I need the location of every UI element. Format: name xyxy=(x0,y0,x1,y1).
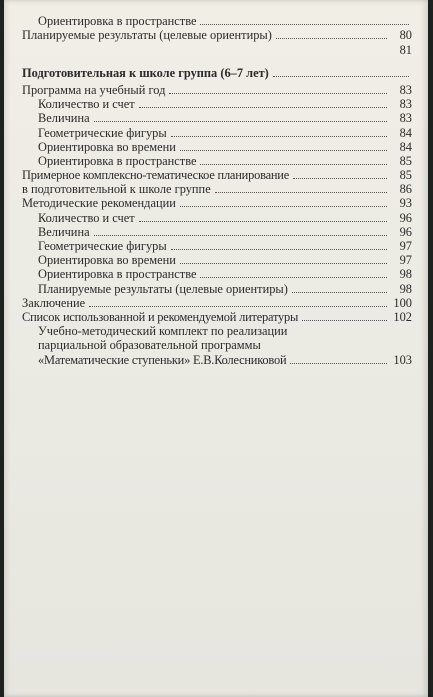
dot-leader xyxy=(171,136,387,137)
toc-entry-title: Количество и счет xyxy=(38,97,135,112)
toc-entry xyxy=(22,281,412,295)
toc-entry-title: Учебно-методический комплект по реализации xyxy=(38,324,288,339)
toc-entry-page: 93 xyxy=(399,196,412,211)
toc-entry xyxy=(22,168,412,182)
toc-entry xyxy=(22,111,412,125)
dot-leader xyxy=(293,178,387,179)
dot-leader xyxy=(180,263,387,264)
toc-entry xyxy=(22,14,412,28)
toc-entry-title: Методические рекомендации xyxy=(22,196,176,211)
toc-entry-page: 86 xyxy=(399,182,412,197)
toc-entry xyxy=(22,310,412,324)
toc-entry-page: 85 xyxy=(399,168,412,183)
toc-entry-title: Планируемые результаты (целевые ориентиры) xyxy=(22,28,272,43)
toc-entry-page: 97 xyxy=(399,253,412,268)
toc-entry-title: Примерное комплексно-тематическое планирование xyxy=(22,168,290,183)
toc-entry-title: Ориентировка в пространстве xyxy=(38,153,197,168)
toc-entry-page: 84 xyxy=(399,125,412,140)
toc-entry xyxy=(22,28,412,42)
dot-leader xyxy=(89,306,387,307)
dot-leader xyxy=(139,221,387,222)
toc-entry-title: Планируемые результаты (целевые ориентиры) xyxy=(38,281,288,296)
toc-entry-title: Ориентировка в пространстве xyxy=(38,267,197,282)
dot-leader xyxy=(94,121,387,122)
toc-entry-title: Ориентировка во времени xyxy=(38,139,176,154)
toc-entry-page: 98 xyxy=(399,267,412,282)
toc-entry-page: 85 xyxy=(399,153,412,168)
toc-entry-title: Величина xyxy=(38,111,90,126)
section-heading xyxy=(22,66,412,80)
dot-leader xyxy=(290,363,387,364)
toc-entry-page: 84 xyxy=(399,139,412,154)
toc-entry-page: 100 xyxy=(393,295,412,310)
toc-entry xyxy=(22,210,412,224)
toc-entry-title: Подготовительная к школе группа (6–7 лет) xyxy=(22,65,269,80)
toc-entry xyxy=(22,338,412,352)
toc-entry xyxy=(22,352,412,366)
toc-entry-title: Заключение xyxy=(22,295,86,310)
toc-entry-page: 96 xyxy=(399,210,412,225)
toc-entry-title: Ориентировка во времени xyxy=(38,253,176,268)
toc-entry xyxy=(22,267,412,281)
toc-entry-page: 103 xyxy=(393,352,412,367)
toc-entry-page: 83 xyxy=(399,82,412,97)
toc-entry-title: парциальной образовательной программы xyxy=(38,338,261,353)
toc-entry xyxy=(22,296,412,310)
toc-entry xyxy=(22,97,412,111)
toc-entry-page: 97 xyxy=(399,239,412,253)
toc-entry-title: в подготовительной к школе группе xyxy=(22,182,211,197)
toc-entry-title: Геометрические фигуры xyxy=(38,125,167,140)
toc-entry xyxy=(22,324,412,338)
toc-entry xyxy=(22,140,412,154)
toc-entry-title: Список использованной и рекомендуемой литературы xyxy=(22,309,299,324)
dot-leader xyxy=(302,320,387,321)
book-page xyxy=(4,0,428,697)
dot-leader xyxy=(292,292,387,293)
toc-entry-page: 81 xyxy=(399,42,412,57)
dot-leader xyxy=(139,107,387,108)
dot-leader xyxy=(200,24,409,25)
toc-entry xyxy=(22,154,412,168)
toc-entry-title: Геометрические фигуры xyxy=(38,239,167,253)
toc-entry xyxy=(22,42,412,56)
dot-leader xyxy=(180,150,387,151)
toc-entry-page: 98 xyxy=(399,281,412,296)
toc-entry-page: 96 xyxy=(399,224,412,239)
dot-leader xyxy=(169,93,387,94)
toc-entry-page: 83 xyxy=(399,97,412,112)
table-of-contents xyxy=(22,14,412,367)
dot-leader xyxy=(171,249,387,250)
toc-entry xyxy=(22,83,412,97)
toc-entry-page: 102 xyxy=(393,309,412,324)
dot-leader xyxy=(215,192,387,193)
toc-entry-page: 80 xyxy=(399,28,412,43)
toc-entry-title: Количество и счет xyxy=(38,210,135,225)
toc-entry xyxy=(22,253,412,267)
toc-entry-title: Ориентировка в пространстве xyxy=(38,14,197,29)
dot-leader xyxy=(276,38,387,39)
toc-entry-page: 83 xyxy=(399,111,412,126)
dot-leader xyxy=(26,53,387,54)
toc-entry xyxy=(22,225,412,239)
toc-entry xyxy=(22,196,412,210)
dot-leader xyxy=(200,164,387,165)
toc-entry-title: Величина xyxy=(38,224,90,239)
dot-leader xyxy=(273,76,409,77)
toc-entry xyxy=(22,182,412,196)
toc-entry-title: Программа на учебный год xyxy=(22,82,166,97)
toc-entry xyxy=(22,125,412,139)
dot-leader xyxy=(200,277,387,278)
dot-leader xyxy=(180,206,387,207)
toc-entry xyxy=(22,239,412,253)
toc-entry-title: «Математические ступеньки» Е.В.Колесниковой xyxy=(38,352,287,367)
dot-leader xyxy=(94,235,387,236)
